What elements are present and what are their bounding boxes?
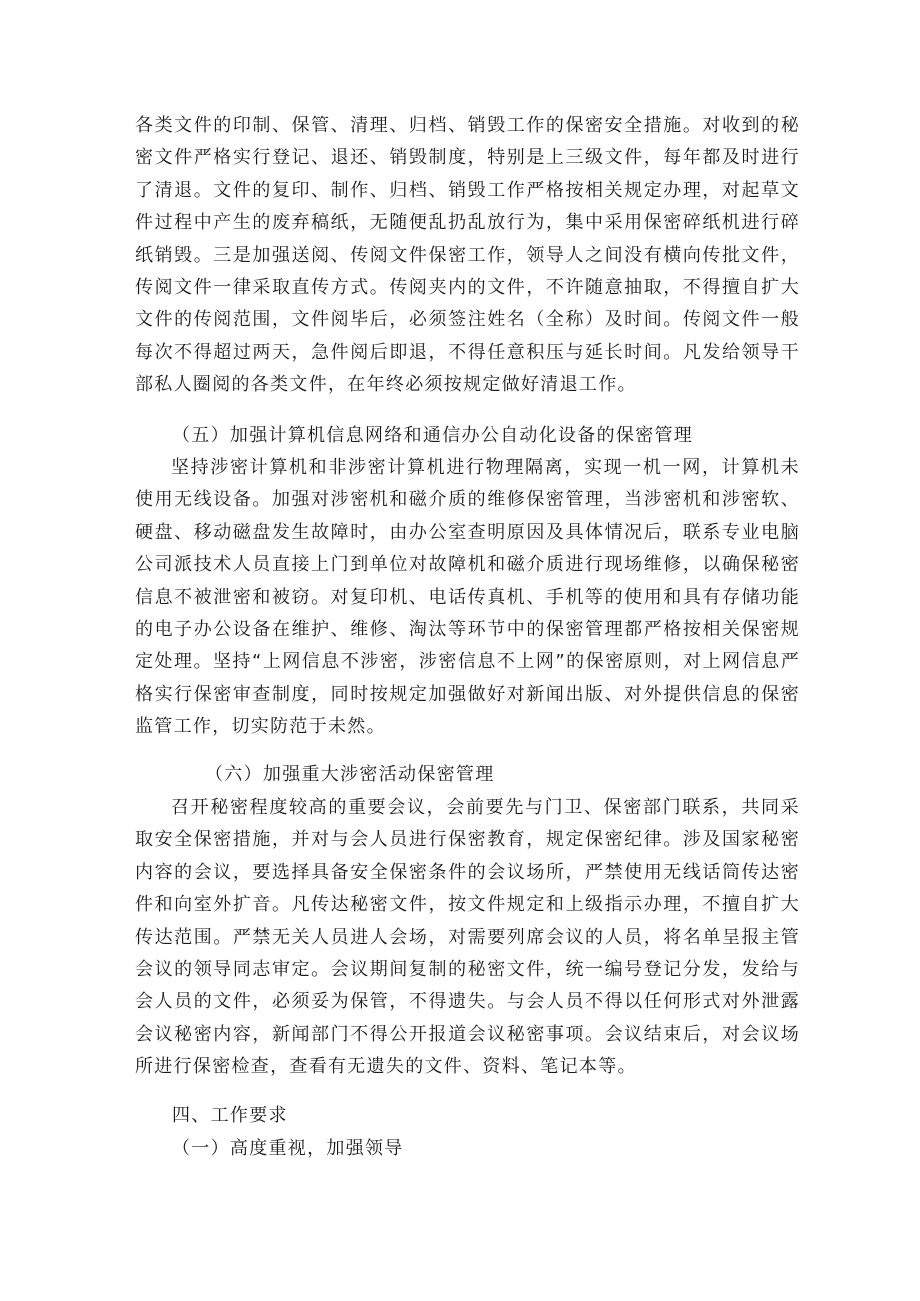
paragraph-document-handling: 各类文件的印制、保管、清理、归档、销毁工作的保密安全措施。对收到的秘密文件严格实行登记、退还、销毁制度，特别是上三级文件，每年都及时进行了清退。文件的复印、制作、归档、销毁工作严格按相关规定办理，对起草文件过程中产生的废弃稿纸，无随便乱扔乱放行为，集中采用保密碎纸机进行碎纸销毁。三是加强送阅、传阅文件保密工作，领导人之间没有横向传批文件，传阅文件一律采取直传方式。传阅夹内的文件，不许随意抽取，不得擅自扩大文件的传阅范围，文件阅毕后，必须签注姓名（全称）及时间。传阅文件一般每次不得超过两天，急件阅后即退，不得任意积压与延长时间。凡发给领导干部私人圈阅的各类文件，在年终必须按规定做好清退工作。 xyxy=(135,115,800,396)
section-heading-six: （六）加强重大涉密活动保密管理 xyxy=(205,764,495,785)
section-heading-work-requirements: 四、工作要求 xyxy=(172,1105,288,1126)
subsection-heading-one: （一）高度重视，加强领导 xyxy=(172,1138,404,1159)
paragraph-meeting-security: 召开秘密程度较高的重要会议，会前要先与门卫、保密部门联系，共同采取安全保密措施，并对与会人员进行保密教育，规定保密纪律。涉及国家秘密内容的会议，要选择具备安全保密条件的会议场所，严禁使用无线话筒传达密件和向室外扩音。凡传达秘密文件，按文件规定和上级指示办理，不擅自扩大传达范围。严禁无关人员进人会场，对需要列席会议的人员，将名单呈报主管会议的领导同志审定。会议期间复制的秘密文件，统一编号登记分发，发给与会人员的文件，必须妥为保管，不得遗失。与会人员不得以任何形式对外泄露会议秘密内容，新闻部门不得公开报道会议秘密事项。会议结束后，对会议场所进行保密检查，查看有无遗失的文件、资料、笔记本等。 xyxy=(135,797,800,1078)
paragraph-computer-security: 坚持涉密计算机和非涉密计算机进行物理隔离，实现一机一网，计算机未使用无线设备。加强对涉密机和磁介质的维修保密管理，当涉密机和涉密软、硬盘、移动磁盘发生故障时，由办公室查明原因及具体情况后，联系专业电脑公司派技术人员直接上门到单位对故障机和磁介质进行现场维修，以确保秘密信息不被泄密和被窃。对复印机、电话传真机、手机等的使用和具有存储功能的电子办公设备在维护、维修、淘汰等环节中的保密管理都严格按相关保密规定处理。坚持“上网信息不涉密，涉密信息不上网”的保密原则，对上网信息严格实行保密审查制度，同时按规定加强做好对新闻出版、对外提供信息的保密监管工作，切实防范于未然。 xyxy=(135,457,800,738)
section-heading-five: （五）加强计算机信息网络和通信办公自动化设备的保密管理 xyxy=(172,425,694,446)
